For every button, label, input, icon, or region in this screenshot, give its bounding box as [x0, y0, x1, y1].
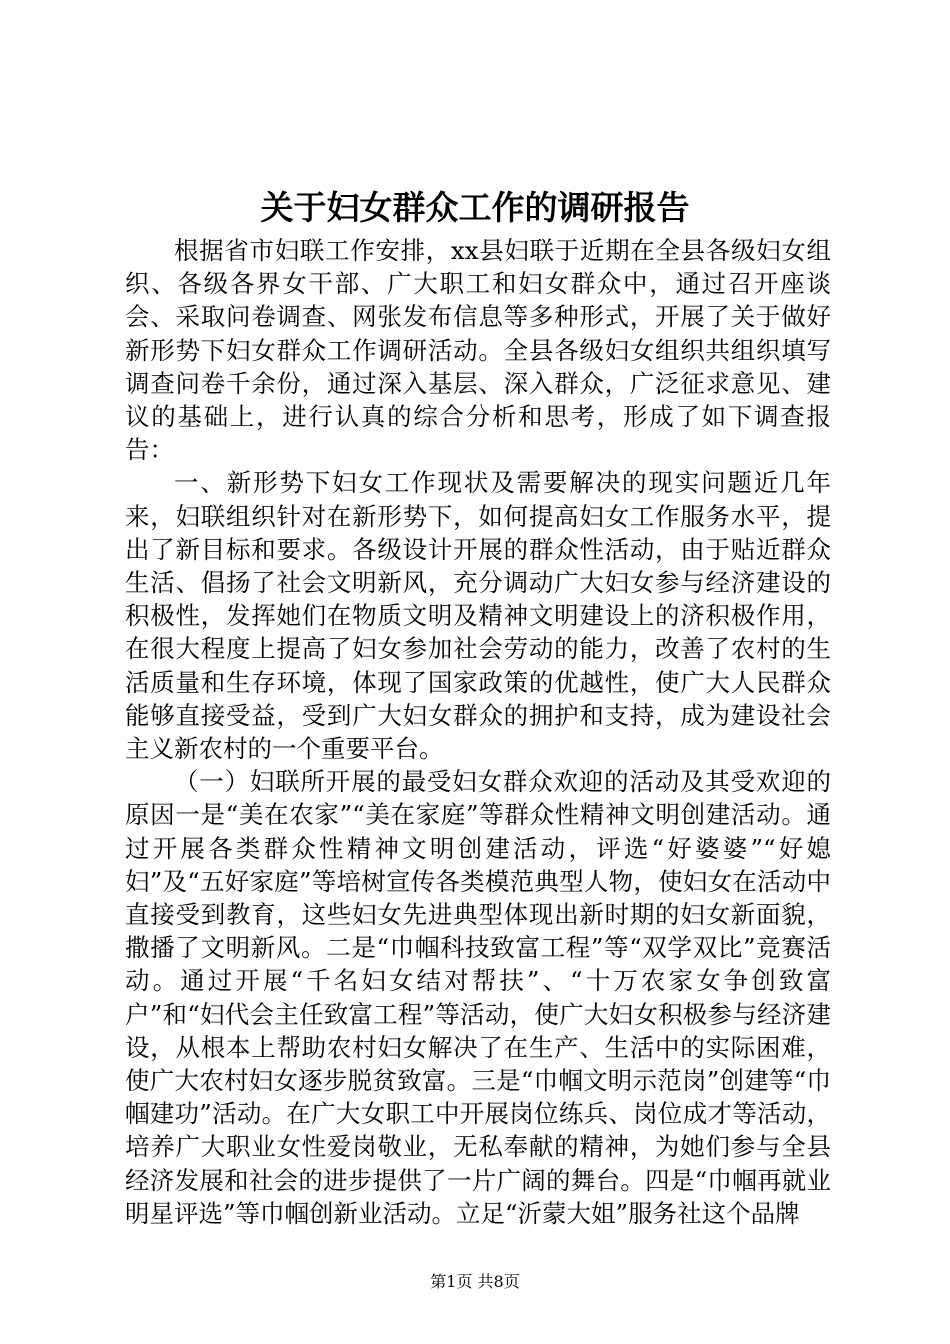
- document-title: 关于妇女群众工作的调研报告: [260, 188, 690, 227]
- document-body: [125, 234, 831, 1230]
- paragraph-intro: 根据省市妇联工作安排，xx县妇联于近期在全县各级妇女组织、各级各界女干部、广大职工和妇女群众中，通过召开座谈会、采取问卷调查、网张发布信息等多种形式，开展了关于做好新形势下妇女群众工作调研活动。全县各级妇女组织共组织填写调查问卷千余份，通过深入基层、深入群众，广泛征求意见、建议的基础上，进行认真的综合分析和思考，形成了如下调查报告：: [125, 236, 831, 465]
- paragraph-subsection-1: （一）妇联所开展的最受妇女群众欢迎的活动及其受欢迎的原因一是“美在农家”“美在家庭”等群众性精神文明创建活动。通过开展各类群众性精神文明创建活动，评选“好婆婆”“好媳妇”及“五好家庭”等培树宣传各类模范典型人物，使妇女在活动中直接受到教育，这些妇女先进典型体现出新时期的妇女新面貌，撒播了文明新风。二是“巾帼科技致富工程”等“双学双比”竞赛活动。通过开展“千名妇女结对帮扶”、“十万农家女争创致富户”和“妇代会主任致富工程”等活动，使广大妇女积极参与经济建设，从根本上帮助农村妇女解决了在生产、生活中的实际困难，使广大农村妇女逐步脱贫致富。三是“巾帼文明示范岗”创建等“巾帼建功”活动。在广大女职工中开展岗位练兵、岗位成才等活动，培养广大职业女性爱岗敬业，无私奉献的精神，为她们参与全县经济发展和社会的进步提供了一片广阔的舞台。四是“巾帼再就业明星评选”等巾帼创新业活动。立足“沂蒙大姐”服务社这个品牌: [125, 767, 831, 1228]
- page-footer: 第1页 共8页: [430, 1272, 520, 1291]
- paragraph-section-1: 一、新形势下妇女工作现状及需要解决的现实问题近几年来，妇联组织针对在新形势下，如何提高妇女工作服务水平，提出了新目标和要求。各级设计开展的群众性活动，由于贴近群众生活、倡扬了社会文明新风，充分调动广大妇女参与经济建设的积极性，发挥她们在物质文明及精神文明建设上的济积极作用，在很大程度上提高了妇女参加社会劳动的能力，改善了农村的生活质量和生存环境，体现了国家政策的优越性，使广大人民群众能够直接受益，受到广大妇女群众的拥护和支持，成为建设社会主义新农村的一个重要平台。: [125, 468, 831, 764]
